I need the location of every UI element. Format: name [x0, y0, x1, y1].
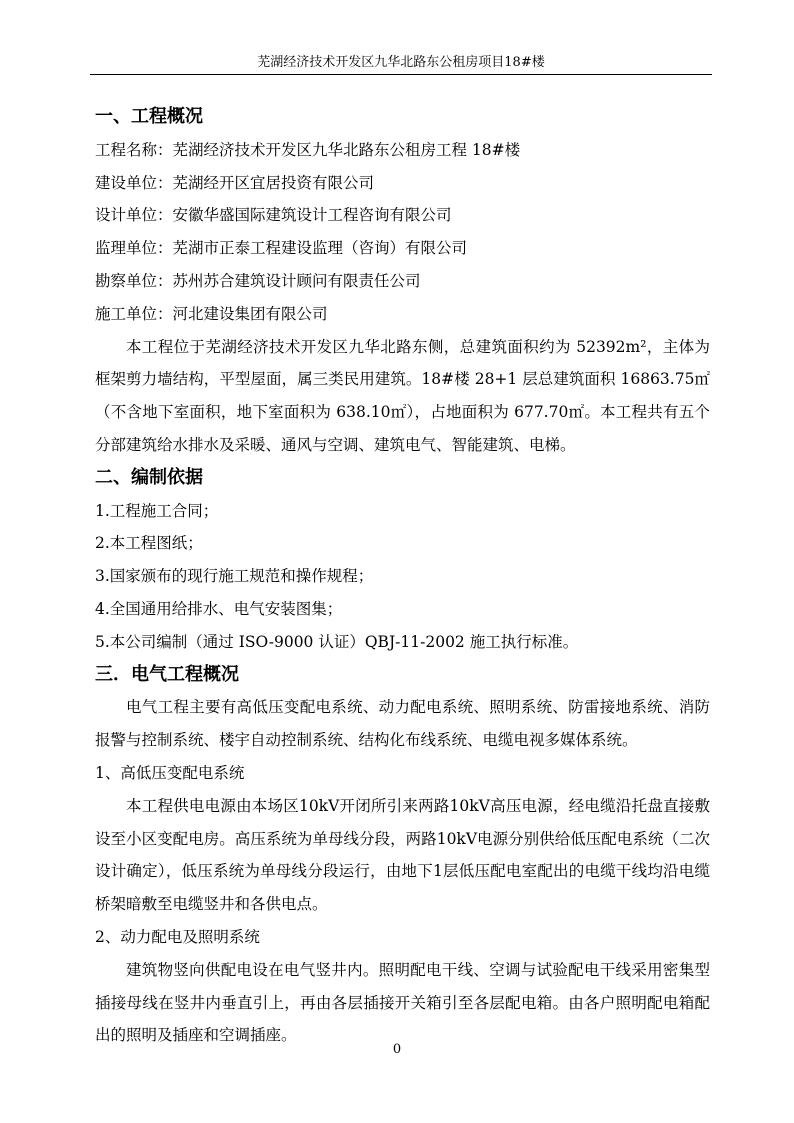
- basis-item: 3.国家颁布的现行施工规范和操作规程；: [95, 567, 374, 586]
- surveyor-line: 勘察单位：苏州苏合建筑设计顾问有限责任公司: [95, 271, 421, 290]
- basis-item: 5.本公司编制（通过 ISO-9000 认证）QBJ-11-2002 施工执行标准。: [95, 632, 579, 651]
- constructor-line: 施工单位：河北建设集团有限公司: [95, 304, 328, 323]
- project-name-line: 工程名称：芜湖经济技术开发区九华北路东公租房工程 18#楼: [95, 140, 521, 159]
- designer-line: 设计单位：安徽华盛国际建筑设计工程咨询有限公司: [95, 206, 452, 225]
- basis-item: 4.全国通用给排水、电气安装图集；: [95, 599, 343, 618]
- subsection-title-power-lighting: 2、动力配电及照明系统: [95, 927, 260, 946]
- section-heading-electrical: 三．电气工程概况: [95, 663, 239, 685]
- section-heading-basis: 二、编制依据: [95, 466, 203, 488]
- electrical-intro-paragraph: 电气工程主要有高低压变配电系统、动力配电系统、照明系统、防雷接地系统、消防报警与控制系统、楼宇自动控制系统、结构化布线系统、电缆电视多媒体系统。: [95, 698, 710, 750]
- developer-line: 建设单位：芜湖经开区宜居投资有限公司: [95, 173, 375, 192]
- power-lighting-paragraph: 建筑物竖向供配电设在电气竖井内。照明配电干线、空调与试验配电干线采用密集型插接母线在竖井内垂直引上，再由各层插接开关箱引至各层配电箱。由各户照明配电箱配出的照明及插座和空调插座。: [95, 960, 710, 1045]
- supervisor-line: 监理单位：芜湖市正泰工程建设监理（咨询）有限公司: [95, 239, 468, 258]
- header-divider: [90, 74, 712, 75]
- page-number: 0: [392, 1042, 402, 1057]
- overview-paragraph: 本工程位于芜湖经济技术开发区九华北路东侧，总建筑面积约为 52392m²，主体为框架剪力墙结构，平型屋面，属三类民用建筑。18#楼 28+1 层总建筑面积 16863.75㎡（不含地下室面积，地下室面积为 638.10㎡），占地面积为 677.70㎡。本工程共有五个分部建筑给水排水及采暖、通风与空调、建筑电气、智能建筑、电梯。: [95, 337, 710, 454]
- document-body: [95, 101, 710, 1052]
- basis-item: 1.工程施工合同；: [95, 501, 219, 520]
- substation-paragraph: 本工程供电电源由本场区10kV开闭所引来两路10kV高压电源，经电缆沿托盘直接敷设至小区变配电房。高压系统为单母线分段，两路10kV电源分别供给低压配电系统（二次设计确定），低压系统为单母线分段运行，由地下1层低压配电室配出的电缆干线均沿电缆桥架暗敷至电缆竖井和各供电点。: [95, 796, 710, 914]
- section-heading-overview: 一、工程概况: [95, 106, 203, 127]
- page-header: 芜湖经济技术开发区九华北路东公租房项目18#楼: [257, 55, 545, 70]
- subsection-title-substation: 1、高低压变配电系统: [95, 763, 245, 782]
- basis-item: 2.本工程图纸；: [95, 534, 203, 553]
